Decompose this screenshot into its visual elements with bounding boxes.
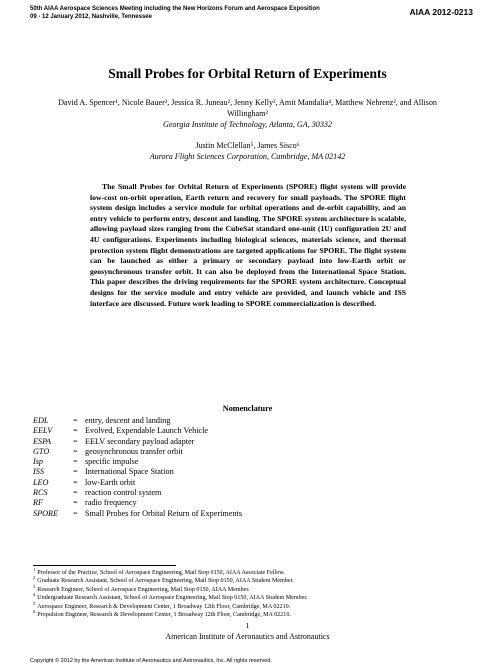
nomenclature-definition: Small Probes for Orbital Return of Experiments: [85, 508, 242, 518]
nomenclature-row: [33, 437, 242, 447]
footnote: [33, 577, 473, 585]
nomenclature-term: EELV: [33, 426, 53, 436]
nomenclature-row: [33, 457, 242, 467]
affiliation-2: Aurora Flight Sciences Corporation, Cambridge, MA 02142: [149, 152, 346, 161]
nomenclature-equals: =: [73, 457, 78, 467]
footnote-number: 1: [33, 566, 36, 572]
nomenclature-row: [33, 467, 242, 477]
copyright-notice: Copyright © 2012 by the American Institute of Aeronautics and Astronautics, Inc. All rights reserved.: [30, 658, 272, 664]
footnote-text: Undergraduate Research Assistant, School of Aerospace Engineering, Mail Stop 0150, AIAA Student Member.: [37, 595, 308, 602]
nomenclature-term: RF: [33, 498, 44, 508]
nomenclature-equals: =: [73, 436, 78, 446]
nomenclature-term: GTO: [33, 446, 50, 456]
nomenclature-row: [33, 447, 242, 457]
footnote-text: Professor of the Practice, School of Aerospace Engineering, Mail Stop 0150, AIAA Associate Fellow.: [37, 570, 285, 576]
nomenclature-definition: Evolved, Expendable Launch Vehicle: [85, 426, 209, 436]
footnote-number: 5: [33, 600, 36, 606]
paper-number: AIAA 2012-0213: [409, 7, 473, 17]
nomenclature-definition: International Space Station: [85, 467, 174, 477]
nomenclature-term: ISS: [33, 467, 44, 477]
nomenclature-row: [33, 509, 242, 519]
nomenclature-definition: low-Earth orbit: [85, 477, 136, 487]
nomenclature-definition: reaction control system: [85, 488, 162, 498]
nomenclature-equals: =: [73, 446, 78, 456]
nomenclature-term: RCS: [33, 488, 48, 498]
nomenclature-term: SPORE: [33, 508, 59, 518]
footnote-text: Aerospace Engineer, Research & Development Center, 1 Broadway 12th Floor, Cambridge, MA 02210.: [37, 603, 291, 610]
footnote-text: Research Engineer, School of Aerospace Engineering, Mail Stop 0150, AIAA Member.: [37, 586, 250, 593]
nomenclature-definition: geosynchronous transfer orbit: [85, 446, 183, 456]
nomenclature-row: [33, 498, 242, 508]
nomenclature-term: ESPA: [33, 436, 52, 446]
footnote: [33, 600, 473, 611]
conference-line-1: 50th AIAA Aerospace Sciences Meeting including the New Horizons Forum and Aerospace Exposition: [30, 6, 320, 12]
page-number: 1: [245, 621, 250, 630]
footnote-text: Propulsion Engineer, Research & Development Center, 1 Broadway 12th Floor, Cambridge, MA 02210.: [37, 612, 291, 619]
nomenclature-equals: =: [73, 488, 78, 498]
paper-title: Small Probes for Orbital Return of Experiments: [108, 66, 387, 81]
footnote-number: 2: [33, 575, 36, 581]
nomenclature-definition: specific impulse: [85, 457, 139, 467]
footnote-text: Graduate Research Assistant, School of Aerospace Engineering, Mail Stop 0150, AIAA Student Member.: [37, 578, 294, 585]
nomenclature-equals: =: [73, 426, 78, 436]
nomenclature-definition: EELV secondary payload adapter: [85, 436, 195, 446]
footnote-divider: [33, 565, 176, 566]
nomenclature-row: [33, 488, 242, 498]
conference-header: [30, 5, 380, 21]
nomenclature-definition: entry, descent and landing: [85, 416, 171, 425]
author-list-1: David A. Spencer¹, Nicole Bauer², Jessica R. Juneau², Jenny Kelly³, Amit Mandalia⁴, Matthew Nehrenz², and Allison Willingham²: [58, 98, 437, 118]
footnote-number: 6: [33, 609, 36, 614]
nomenclature-table: [33, 416, 242, 519]
footnote-number: 3: [33, 583, 36, 589]
footnote: [33, 583, 473, 594]
footnote-number: 4: [33, 592, 36, 598]
nomenclature-row: [33, 426, 242, 436]
nomenclature-term: EDL: [33, 416, 49, 425]
nomenclature-definition: radio frequency: [85, 498, 137, 508]
author-block-1: [55, 97, 440, 130]
nomenclature-equals: =: [73, 498, 78, 508]
conference-line-2: 09 - 12 January 2012, Nashville, Tennessee: [30, 14, 152, 20]
footnote: [33, 594, 473, 602]
page-footer-organization: American Institute of Aeronautics and Astronautics: [165, 632, 330, 641]
nomenclature-heading: Nomenclature: [222, 404, 273, 413]
nomenclature-term: LEO: [33, 477, 49, 487]
affiliation-1: Georgia Institute of Technology, Atlanta, GA, 30332: [163, 120, 332, 129]
nomenclature-equals: =: [73, 467, 78, 477]
footnote: [33, 611, 473, 619]
nomenclature-equals: =: [73, 477, 78, 487]
nomenclature-row: [33, 478, 242, 488]
nomenclature-term: Isp: [33, 457, 44, 467]
footnotes: [33, 566, 473, 619]
nomenclature-equals: =: [73, 508, 78, 518]
nomenclature-row: [33, 416, 242, 426]
footnote: [33, 566, 473, 577]
nomenclature-equals: =: [73, 416, 78, 425]
author-list-2: Justin McClellan⁵, James Sisco⁶: [195, 141, 300, 150]
author-block-2: [55, 140, 440, 162]
abstract: The Small Probes for Orbital Return of Experiments (SPORE) flight system will provide low-cost on-orbit operation, Earth return and recovery for small payloads. The SPORE flight system design includes a service module for orbital operations and de-orbit capability, and an entry vehicle to perform entry, descent and landing. The SPORE system architecture is scalable, allowing payload sizes ranging from the CubeSat standard one-unit (1U) configuration 2U and 4U configurations. Experiments including biological sciences, materials science, and thermal protection system flight demonstrations are targeted applications for SPORE. The flight system can be launched as either a primary or secondary payload into low-Earth orbit or geosynchronous transfer orbit. It can also be deployed from the International Space Station. This paper describes the driving requirements for the SPORE system architecture. Conceptual designs for the service module and entry vehicle are provided, and launch vehicle and ISS interface are discussed. Future work leading to SPORE commercialization is described.: [90, 182, 406, 308]
